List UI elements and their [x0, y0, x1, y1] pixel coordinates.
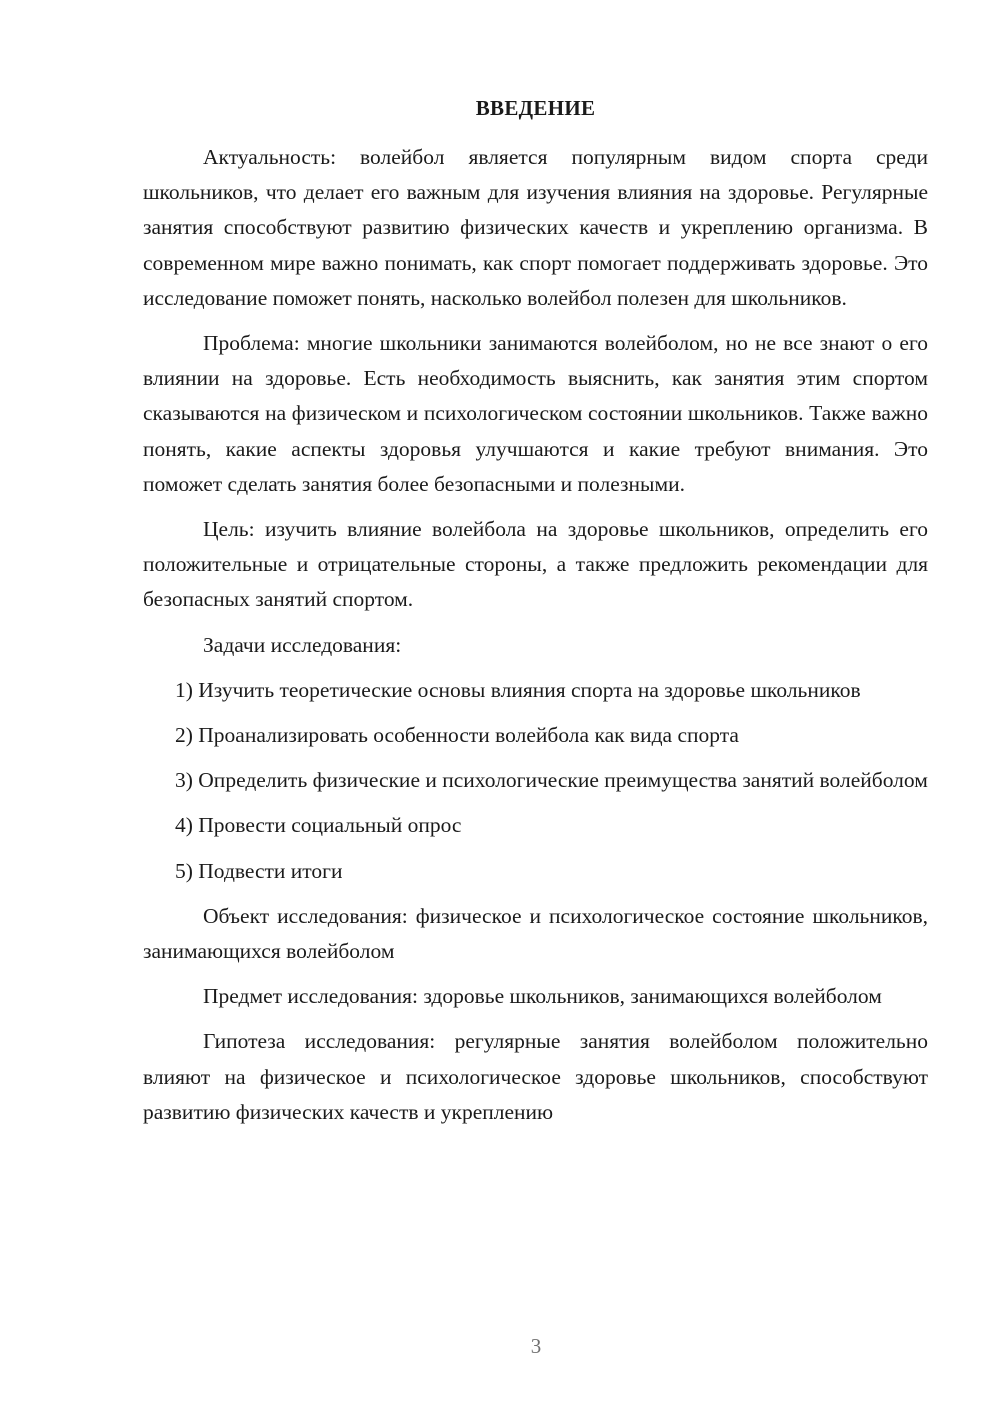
task-item-1: 1) Изучить теоретические основы влияния спорта на здоровье школьников — [175, 677, 861, 702]
tasks-heading: Задачи исследования: — [203, 632, 402, 657]
document-body — [143, 140, 928, 1140]
paragraph-goal: Цель: изучить влияние волейбола на здоровье школьников, определить его положительные и отрицательные стороны, а также предложить рекомендации для безопасных занятий спортом. — [143, 517, 928, 612]
paragraph-object: Объект исследования: физическое и психологическое состояние школьников, занимающихся волейболом — [143, 903, 928, 964]
task-item-2: 2) Проанализировать особенности волейбола как вида спорта — [175, 723, 739, 748]
page-number: 3 — [530, 1334, 542, 1358]
paragraph-subject: Предмет исследования: здоровье школьников, занимающихся волейболом — [203, 984, 882, 1009]
paragraph-problem: Проблема: многие школьники занимаются волейболом, но не все знают о его влиянии на здоровье. Есть необходимость выяснить, как занятия этим спортом сказываются на физическом и психологическом состоянии школьников. Также важно понять, какие аспекты здоровья улучшаются и какие требуют внимания. Это поможет сделать занятия более безопасными и полезными. — [143, 331, 928, 496]
task-item-5: 5) Подвести итоги — [175, 858, 343, 883]
paragraph-relevance: Актуальность: волейбол является популярным видом спорта среди школьников, что делает его важным для изучения влияния на здоровье. Регулярные занятия способствуют развитию физических качеств и укреплению организма. В современном мире важно понимать, как спорт помогает поддерживать здоровье. Это исследование поможет понять, насколько волейбол полезен для школьников. — [143, 145, 928, 310]
task-item-3: 3) Определить физические и психологические преимущества занятий волейболом — [175, 768, 928, 793]
task-item-4: 4) Провести социальный опрос — [175, 813, 462, 838]
page-title: ВВЕДЕНИЕ — [475, 96, 596, 120]
paragraph-hypothesis: Гипотеза исследования: регулярные занятия волейболом положительно влияют на физическое и психологическое здоровье школьников, способствуют развитию физических качеств и укреплению — [143, 1029, 928, 1124]
